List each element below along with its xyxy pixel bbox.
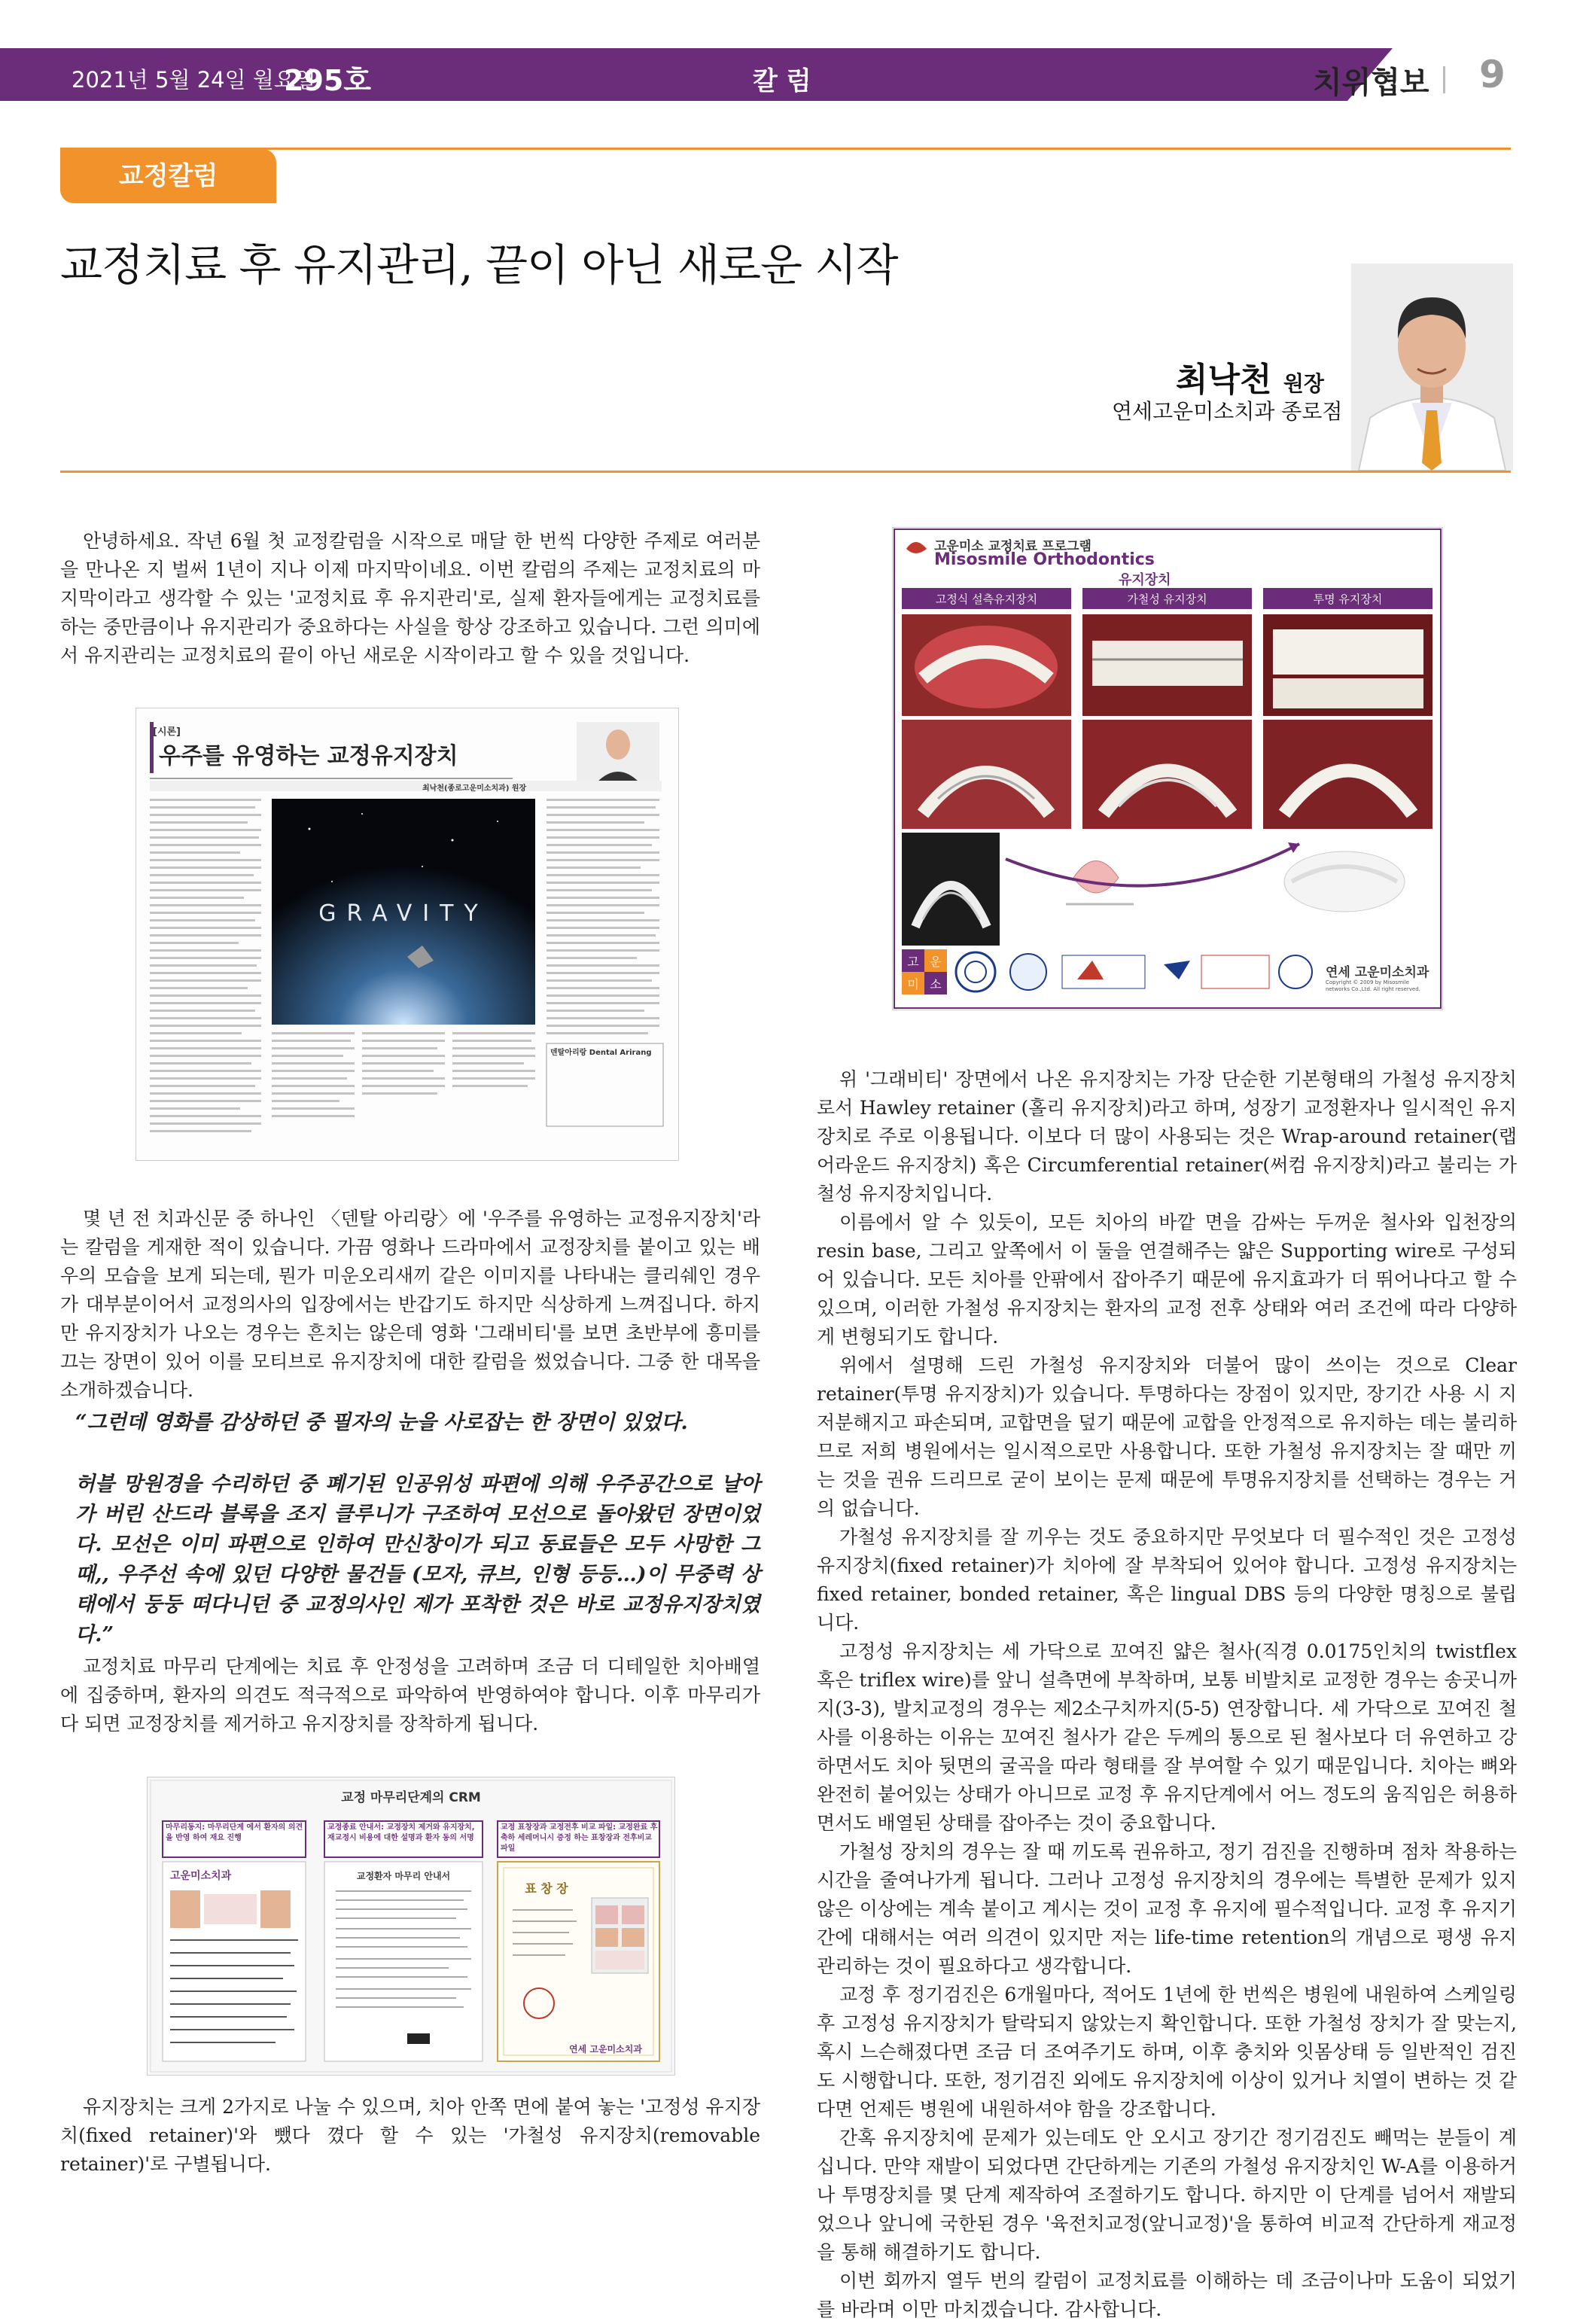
right-paragraph-2: 이름에서 알 수 있듯이, 모든 치아의 바깥 면을 감싸는 두꺼운 철사와 입천장의 resin base, 그리고 앞쪽에서 이 둘을 연결해주는 얇은 Supporting wire로 구성되어 있습니다. 모든 치아를 안팎에서 잡아주기 때문에 유지효과가 더 뛰어나다고 할 수 있으며, 이러한 가철성 유지장치는 환자의 교정 전후 상태와 여러 조건에 따라 다양하게 변형되기도 합니다. <box>817 1211 1517 1348</box>
label-fixed-lingual: 고정식 설측유지장치 <box>935 592 1038 606</box>
news-footer-label: 덴탈아리랑 Dental Arirang <box>550 1049 652 1057</box>
crm-figure <box>147 1777 675 2076</box>
crm-box-3: 교정 표창장과 교정전후 비교 파일: 교정완료 후 축하 세레머니시 증정 하는 표창장과 전후비교 파일 <box>501 1823 658 1853</box>
header-paper-name: 치위협보 <box>1313 65 1429 100</box>
right-paragraph-7: 교정 후 정기검진은 6개월마다, 적어도 1년에 한 번씩은 병원에 내원하여 스케일링 후 고정성 유지장치가 탈락되지 않았는지 확인합니다. 또한 가철성 장치가 잘 맞는지, 혹시 느슨해졌다면 조금 더 조여주기도 하며, 이후 충치와 잇몸상태 등 일반적인 검진도 시행합니다. 또한, 정기검진 외에도 유지장치에 이상이 있거나 치열이 변하는 것 같다면 언제든 병원에 내원하셔야 함을 강조합니다. <box>817 1984 1517 2120</box>
header-issue: 295호 <box>284 64 372 97</box>
author-role: 원장 <box>1283 371 1324 396</box>
right-paragraph-9: 이번 회까지 열두 번의 칼럼이 교정치료를 이해하는 데 조금이나마 도움이 되었기를 바라며 이만 마치겠습니다. 감사합니다. <box>817 2270 1517 2320</box>
category-badge: 교정칼럼 <box>60 149 276 203</box>
right-paragraph-8: 간혹 유지장치에 문제가 있는데도 안 오시고 장기간 정기검진도 빼먹는 분들이 계십니다. 만약 재발이 되었다면 간단하게는 기존의 가철성 유지장치인 W-A를 이용하거나 투명장치를 몇 단계 제작하여 조절하기도 합니다. 하지만 이 단계를 넘어서 재발되었으나 앞니에 국한된 경우 '육전치교정(앞니교정)'을 통하여 비교적 간단하게 재교정을 통해 해결하기도 합니다. <box>817 2127 1517 2263</box>
side-char-1: 고 <box>907 955 919 969</box>
finish-stage-paragraph: 교정치료 마무리 단계에는 치료 후 안정성을 고려하며 조금 더 디테일한 치아배열에 집중하며, 환자의 의견도 적극적으로 파악하여 반영하여야 합니다. 이후 마무리가 다 되면 교정장치를 제거하고 유지장치를 장착하게 됩니다. <box>60 1655 760 1735</box>
news-headline: 우주를 유영하는 교정유지장치 <box>159 743 458 769</box>
intro-column <box>60 527 760 670</box>
author-name <box>1176 352 1324 401</box>
orange-rule-top <box>60 148 1511 150</box>
header-section: 칼 럼 <box>753 66 811 96</box>
program-clinic-logo: 연세 고운미소치과 <box>1326 965 1429 980</box>
newspaper-clipping-figure <box>135 708 679 1161</box>
page-number: 9 <box>1479 53 1506 96</box>
news-byline: 최낙천(종로고운미소치과) 원장 <box>422 784 527 793</box>
crm-clinic-logo: 연세 고운미소치과 <box>569 2044 642 2054</box>
retainer-program-figure <box>892 527 1443 1010</box>
side-char-4: 소 <box>930 977 942 991</box>
right-paragraph-1: 위 '그래비티' 장면에서 나온 유지장치는 가장 단순한 기본형태의 가철성 유지장치로서 Hawley retainer (홀리 유지장치)라고 하며, 성장기 교정환자나 일시적인 유지장치로 주로 이용됩니다. 이보다 더 많이 사용되는 것은 Wrap-around retainer(랩어라운드 유지장치) 혹은 Circumferential retainer(써컴 유지장치)라고 불리는 가철성 유지장치입니다. <box>817 1068 1517 1205</box>
program-copyright: Copyright © 2009 by Misosmile networks Co.,Ltd. All right reserved. <box>1326 979 1420 992</box>
crm-box-1: 마무리동지: 마무리단계 에서 환자의 의견을 반영 하여 재요 진행 <box>166 1823 303 1842</box>
crm-doc1-title: 고운미소치과 <box>170 1870 232 1882</box>
right-paragraph-3: 위에서 설명해 드린 가철성 유지장치와 더불어 많이 쓰이는 것으로 Clear retainer(투명 유지장치)가 있습니다. 투명하다는 장점이 있지만, 장기간 사용 시 지저분해지고 파손되며, 교합면을 덮기 때문에 교합을 안정적으로 유지하는 데는 불리하므로 저희 병원에서는 일시적으로만 사용합니다. 또한 가철성 유지장치는 잘 때만 끼는 것을 권유 드리므로 굳이 보이는 문제 때문에 투명유지장치를 선택하는 경우는 거의 없습니다. <box>817 1354 1517 1519</box>
retainer-types-paragraph: 유지장치는 크게 2가지로 나눌 수 있으며, 치아 안쪽 면에 붙여 놓는 '고정성 유지장치(fixed retainer)'와 뺐다 꼈다 할 수 있는 '가철성 유지장치(removable retainer)'로 구별됩니다. <box>60 2096 760 2175</box>
program-subtitle: 유지장치 <box>1119 572 1171 588</box>
quote-line-2: 허블 망원경을 수리하던 중 폐기된 인공위성 파편에 의해 우주공간으로 날아가 버린 산드라 블록을 조지 클루니가 구조하여 모선으로 돌아왔던 장면이었다. 모선은 이미 파편으로 인하여 만신창이가 되고 동료들은 모두 사망한 그때,, 우주선 속에 있던 다양한 물건들 (모자, 큐브, 인형 등등…)이 무중력 상태에서 둥둥 떠다니던 중 교정의사인 제가 포착한 것은 바로 교정유지장치였다.” <box>75 1473 760 1646</box>
retainer-types-column <box>60 2093 760 2179</box>
intro-paragraph: 안녕하세요. 작년 6월 첫 교정칼럼을 시작으로 매달 한 번씩 다양한 주제로 여러분을 만나온 지 벌써 1년이 지나 이제 마지막이네요. 이번 칼럼의 주제는 교정치료의 마지막이라고 생각할 수 있는 '교정치료 후 유지관리'로, 실제 환자들에게는 교정치료를 하는 중만큼이나 유지관리가 중요하다는 사실을 항상 강조하고 있습니다. 그런 의미에서 유지관리는 교정치료의 끝이 아닌 새로운 시작이라고 할 수 있을 것입니다. <box>60 530 760 666</box>
gravity-intro-paragraph: 몇 년 전 치과신문 중 하나인 〈덴탈 아리랑〉에 '우주를 유영하는 교정유지장치'라는 칼럼을 게재한 적이 있습니다. 가끔 영화나 드라마에서 교정장치를 붙이고 있는 배우의 모습을 보게 되는데, 뭔가 미운오리새끼 같은 이미지를 나타내는 클리쉐인 경우가 대부분이어서 교정의사의 입장에서는 반갑기도 하지만 식상하게 느껴집니다. 하지만 유지장치가 나오는 경우는 흔치는 않은데 영화 '그래비티'를 보면 초반부에 흥미를 끄는 장면이 있어 이를 모티브로 유지장치에 대한 칼럼을 썼었습니다. 그중 한 대목을 소개하겠습니다. <box>60 1208 760 1401</box>
right-paragraph-4: 가철성 유지장치를 잘 끼우는 것도 중요하지만 무엇보다 더 필수적인 것은 고정성 유지장치(fixed retainer)가 치아에 잘 부착되어 있어야 합니다. 고정성 유지장치는 fixed retainer, bonded retainer, 혹은 lingual DBS 등의 다양한 명칭으로 불립니다. <box>817 1526 1517 1634</box>
side-char-2: 운 <box>930 955 942 969</box>
program-logo-en: Misosmile Orthodontics <box>934 550 1155 569</box>
gravity-intro-column <box>60 1205 760 1405</box>
gravity-poster-title: GRAVITY <box>318 900 489 927</box>
author-clinic: 연세고운미소치과 종로점 <box>1112 399 1343 424</box>
author-photo <box>1351 263 1513 471</box>
label-clear: 투명 유지장치 <box>1313 592 1383 606</box>
label-removable: 가철성 유지장치 <box>1127 592 1207 606</box>
quote-block <box>75 1408 760 1650</box>
author-name-text: 최낙천 <box>1176 361 1272 399</box>
header-divider <box>1443 66 1445 93</box>
right-column <box>817 1065 1517 2324</box>
crm-box-2: 교정종료 안내서: 교정장치 제거와 유지장치, 재교정시 비용에 대한 설명과 환자 동의 서명 <box>327 1823 475 1842</box>
crm-title: 교정 마무리단계의 CRM <box>341 1790 481 1805</box>
side-char-3: 미 <box>907 977 919 991</box>
quote-line-1: “그런데 영화를 감상하던 중 필자의 눈을 사로잡는 한 장면이 있었다. <box>75 1411 688 1434</box>
program-logo-kr: 고운미소 교정치료 프로그램 <box>934 539 1091 554</box>
article-title: 교정치료 후 유지관리, 끝이 아닌 새로운 시작 <box>60 239 898 291</box>
right-paragraph-5: 고정성 유지장치는 세 가닥으로 꼬여진 얇은 철사(직경 0.0175인치의 twistflex 혹은 triflex wire)를 앞니 설측면에 부착하며, 보통 비발치로 교정한 경우는 송곳니까지(3-3), 발치교정의 경우는 제2소구치까지(5-5) 연장합니다. 세 가닥으로 꼬여진 철사를 이용하는 이유는 꼬여진 철사가 같은 두께의 통으로 된 철사보다 더 유연하고 강하면서도 치아 뒷면의 굴곡을 따라 형태를 잘 부여할 수 있기 때문입니다. 치아는 뼈와 완전히 붙어있는 상태가 아니므로 교정 후 유지단계에서 어느 정도의 움직임은 허용하면서도 배열된 상태를 잡아주는 것이 중요합니다. <box>817 1640 1517 1834</box>
right-paragraph-6: 가철성 장치의 경우는 잘 때 끼도록 권유하고, 정기 검진을 진행하며 점차 착용하는 시간을 줄여나가게 됩니다. 그러나 고정성 유지장치의 경우에는 특별한 문제가 있지 않은 이상에는 계속 붙이고 계시는 것이 교정 후 유지에 필수적입니다. 교정 후 유지기간에 대해서는 여러 의견이 있지만 저는 life-time retention의 개념으로 평생 유지 관리하는 것이 필요하다고 생각합니다. <box>817 1841 1517 1977</box>
crm-doc2-title: 교정환자 마무리 안내서 <box>356 1871 451 1881</box>
news-tag: [시론] <box>153 726 181 738</box>
header-date: 2021년 5월 24일 월요일 <box>72 67 316 93</box>
finish-stage-column <box>60 1652 760 1738</box>
crm-doc3-title: 표 창 장 <box>525 1881 568 1896</box>
orange-rule-bottom <box>60 471 1511 473</box>
